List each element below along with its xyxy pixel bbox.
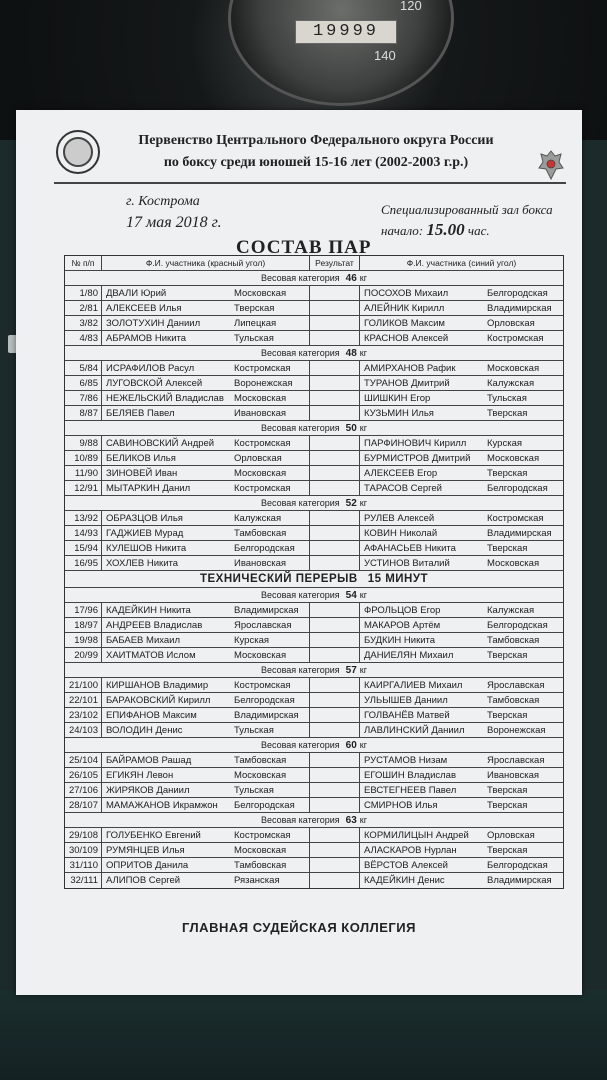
weight-category-row (65, 346, 563, 361)
bout-number: 19/98 (65, 633, 102, 647)
table-row (65, 331, 563, 346)
blue-corner-name: ТАРАСОВ Сергей (364, 482, 442, 494)
red-corner-region: Ивановская (230, 556, 310, 570)
blue-corner-region: Орловская (487, 829, 535, 841)
blue-corner-name: РУСТАМОВ Низам (364, 754, 448, 766)
weight-category-row (65, 421, 563, 436)
blue-corner-name: ЛАВЛИНСКИЙ Даниил (364, 724, 465, 736)
document-title (106, 130, 526, 174)
red-corner-region: Тульская (230, 723, 310, 737)
red-corner-name: РУМЯНЦЕВ Илья (106, 844, 185, 856)
blue-corner-region: Тамбовская (487, 634, 540, 646)
col-header-number: № п/п (65, 256, 102, 270)
paper-sheet (16, 110, 582, 995)
blue-corner-region: Тверская (487, 649, 528, 661)
blue-corner-region: Тверская (487, 467, 528, 479)
red-corner-name: ОПРИТОВ Данила (106, 859, 189, 871)
red-corner-region: Липецкая (230, 316, 310, 330)
blue-corner-region: Воронежская (487, 724, 546, 736)
result-cell (310, 648, 360, 662)
bout-number: 9/88 (65, 436, 102, 450)
result-cell (310, 798, 360, 812)
blue-corner-name: ПОСОХОВ Михаил (364, 287, 449, 299)
venue: Специализированный зал бокса (381, 202, 553, 217)
blue-corner-region: Московская (487, 362, 540, 374)
blue-corner-region: Тверская (487, 542, 528, 554)
blue-corner-name: КАДЕЙКИН Денис (364, 875, 445, 886)
bout-number: 3/82 (65, 316, 102, 330)
bout-number: 4/83 (65, 331, 102, 345)
blue-corner-region: Владимирская (487, 875, 552, 886)
footer-signature: ГЛАВНАЯ СУДЕЙСКАЯ КОЛЛЕГИЯ (182, 920, 416, 935)
blue-corner-region: Московская (487, 557, 540, 569)
red-corner-name: ГАДЖИЕВ Мурад (106, 527, 184, 539)
table-row (65, 391, 563, 406)
table-row (65, 723, 563, 738)
result-cell (310, 466, 360, 480)
blue-corner-name: УСТИНОВ Виталий (364, 557, 450, 569)
red-corner-name: ИСРАФИЛОВ Расул (106, 362, 195, 374)
weight-category-row (65, 738, 563, 753)
red-corner-region: Московская (230, 648, 310, 662)
blue-corner-region: Ярославская (487, 754, 545, 766)
red-corner-region: Белгородская (230, 541, 310, 555)
weight-category-unit: кг (359, 498, 367, 508)
weight-category-label: Весовая категория (261, 348, 340, 358)
red-corner-region: Московская (230, 466, 310, 480)
result-cell (310, 391, 360, 405)
table-row (65, 768, 563, 783)
bout-number: 6/85 (65, 376, 102, 390)
result-cell (310, 376, 360, 390)
bout-number: 8/87 (65, 406, 102, 420)
weight-category-label: Весовая категория (261, 815, 340, 825)
bout-number: 28/107 (65, 798, 102, 812)
red-corner-name: НЕЖЕЛЬСКИЙ Владислав (106, 392, 224, 404)
red-corner-name: ОБРАЗЦОВ Илья (106, 512, 183, 524)
table-row (65, 466, 563, 481)
red-corner-region: Костромская (230, 678, 310, 692)
table-row (65, 648, 563, 663)
start-time-unit: час. (467, 223, 490, 238)
weight-category-unit: кг (359, 590, 367, 600)
blue-corner-region: Белгородская (487, 859, 548, 871)
red-corner-name: ЗИНОВЕЙ Иван (106, 467, 178, 479)
red-corner-region: Костромская (230, 481, 310, 495)
weight-category-label: Весовая категория (261, 665, 340, 675)
bout-number: 12/91 (65, 481, 102, 495)
red-corner-region: Костромская (230, 828, 310, 842)
table-row (65, 301, 563, 316)
red-corner-name: САВИНОВСКИЙ Андрей (106, 437, 215, 449)
result-cell (310, 511, 360, 525)
red-corner-name: БАЙРАМОВ Рашад (106, 754, 192, 766)
weight-category-value: 46 (345, 272, 357, 284)
start-time-value: 15.00 (426, 220, 465, 239)
blue-corner-name: ФРОЛЬЦОВ Егор (364, 604, 441, 616)
result-cell (310, 723, 360, 737)
col-header-red: Ф.И. участника (красный угол) (102, 256, 310, 270)
weight-category-row (65, 588, 563, 603)
table-row (65, 618, 563, 633)
red-corner-name: ДВАЛИ Юрий (106, 287, 167, 299)
blue-corner-name: КАИРГАЛИЕВ Михаил (364, 679, 463, 691)
blue-corner-name: КОРМИЛИЦЫН Андрей (364, 829, 469, 841)
blue-corner-name: ШИШКИН Егор (364, 392, 431, 404)
weight-category-value: 50 (345, 422, 357, 434)
event-date: 17 мая 2018 г. (126, 214, 222, 231)
gauge-number: 120 (400, 0, 422, 13)
blue-corner-region: Тверская (487, 784, 528, 796)
table-row (65, 783, 563, 798)
bout-number: 25/104 (65, 753, 102, 767)
bout-number: 21/100 (65, 678, 102, 692)
red-corner-region: Московская (230, 768, 310, 782)
bout-number: 1/80 (65, 286, 102, 300)
red-corner-region: Костромская (230, 436, 310, 450)
weight-category-unit: кг (359, 815, 367, 825)
red-corner-name: АБРАМОВ Никита (106, 332, 187, 344)
bout-number: 23/102 (65, 708, 102, 722)
weight-category-label: Весовая категория (261, 740, 340, 750)
weight-category-label: Весовая категория (261, 498, 340, 508)
gauge-number: 140 (374, 48, 396, 63)
blue-corner-name: АЛЕКСЕЕВ Егор (364, 467, 438, 479)
red-corner-region: Тульская (230, 331, 310, 345)
table-row (65, 361, 563, 376)
blue-corner-name: РУЛЕВ Алексей (364, 512, 435, 524)
red-corner-name: БАБАЕВ Михаил (106, 634, 181, 646)
red-corner-name: МАМАЖАНОВ Икрамжон (106, 799, 218, 811)
result-cell (310, 843, 360, 857)
result-cell (310, 301, 360, 315)
result-cell (310, 618, 360, 632)
bout-number: 15/94 (65, 541, 102, 555)
weight-category-row (65, 496, 563, 511)
table-row (65, 436, 563, 451)
weight-category-value: 48 (345, 347, 357, 359)
bout-number: 10/89 (65, 451, 102, 465)
weight-category-unit: кг (359, 740, 367, 750)
result-cell (310, 316, 360, 330)
bout-number: 7/86 (65, 391, 102, 405)
blue-corner-region: Курская (487, 437, 523, 449)
bout-number: 2/81 (65, 301, 102, 315)
blue-corner-name: УЛЬЫШЕВ Даниил (364, 694, 448, 706)
red-corner-name: БАРАКОВСКИЙ Кирилл (106, 694, 211, 706)
bout-number: 31/110 (65, 858, 102, 872)
city: г. Кострома (126, 194, 200, 209)
blue-corner-region: Калужская (487, 377, 535, 389)
result-cell (310, 436, 360, 450)
red-corner-region: Ивановская (230, 406, 310, 420)
weight-category-row (65, 663, 563, 678)
table-row (65, 633, 563, 648)
result-cell (310, 286, 360, 300)
red-corner-region: Московская (230, 391, 310, 405)
bout-number: 27/106 (65, 783, 102, 797)
red-corner-region: Владимирская (230, 708, 310, 722)
blue-corner-name: БУДКИН Никита (364, 634, 436, 646)
result-cell (310, 406, 360, 420)
blue-corner-region: Белгородская (487, 482, 548, 494)
red-corner-name: ВОЛОДИН Денис (106, 724, 183, 736)
blue-corner-region: Тверская (487, 799, 528, 811)
weight-category-unit: кг (359, 423, 367, 433)
blue-corner-name: СМИРНОВ Илья (364, 799, 438, 811)
result-cell (310, 556, 360, 570)
red-corner-name: МЫТАРКИН Данил (106, 482, 191, 494)
result-cell (310, 858, 360, 872)
table-row (65, 526, 563, 541)
table-row (65, 406, 563, 421)
result-cell (310, 633, 360, 647)
red-corner-region: Тамбовская (230, 858, 310, 872)
break-duration: 15 МИНУТ (367, 573, 429, 585)
bout-number: 32/111 (65, 873, 102, 888)
red-corner-region: Орловская (230, 451, 310, 465)
page-heading: СОСТАВ ПАР (236, 237, 372, 258)
bout-number: 30/109 (65, 843, 102, 857)
blue-corner-region: Калужская (487, 604, 535, 616)
blue-corner-region: Костромская (487, 332, 544, 344)
red-corner-region: Ярославская (230, 618, 310, 632)
blue-corner-name: БУРМИСТРОВ Дмитрий (364, 452, 471, 464)
bout-number: 29/108 (65, 828, 102, 842)
result-cell (310, 753, 360, 767)
result-cell (310, 873, 360, 888)
technical-break-row (65, 571, 563, 588)
red-corner-region: Костромская (230, 361, 310, 375)
table-row (65, 511, 563, 526)
table-row (65, 858, 563, 873)
red-corner-region: Рязанская (230, 873, 310, 888)
blue-corner-region: Тверская (487, 844, 528, 856)
red-corner-name: ЕГИКЯН Левон (106, 769, 174, 781)
start-label: начало: (381, 223, 424, 238)
bout-number: 5/84 (65, 361, 102, 375)
blue-corner-region: Белгородская (487, 287, 548, 299)
red-corner-region: Московская (230, 286, 310, 300)
blue-corner-name: КРАСНОВ Алексей (364, 332, 449, 344)
red-corner-region: Белгородская (230, 693, 310, 707)
blue-corner-region: Московская (487, 452, 540, 464)
table-row (65, 451, 563, 466)
blue-corner-name: АФАНАСЬЕВ Никита (364, 542, 456, 554)
result-cell (310, 708, 360, 722)
table-row (65, 798, 563, 813)
bout-number: 11/90 (65, 466, 102, 480)
table-row (65, 678, 563, 693)
red-corner-region: Тульская (230, 783, 310, 797)
red-corner-region: Белгородская (230, 798, 310, 812)
blue-corner-name: ВЁРСТОВ Алексей (364, 859, 448, 871)
red-corner-region: Владимирская (230, 603, 310, 617)
weight-category-unit: кг (359, 273, 367, 283)
table-header-row (65, 256, 563, 271)
red-corner-region: Тверская (230, 301, 310, 315)
blue-corner-name: ГОЛИКОВ Максим (364, 317, 445, 329)
red-corner-name: ГОЛУБЕНКО Евгений (106, 829, 201, 841)
result-cell (310, 693, 360, 707)
break-label: ТЕХНИЧЕСКИЙ ПЕРЕРЫВ (199, 573, 358, 585)
result-cell (310, 331, 360, 345)
blue-corner-name: МАКАРОВ Артём (364, 619, 441, 631)
table-row (65, 316, 563, 331)
blue-corner-name: ЕВСТЕГНЕЕВ Павел (364, 784, 457, 796)
blue-corner-region: Белгородская (487, 619, 548, 631)
table-row (65, 873, 563, 888)
red-corner-name: КИРШАНОВ Владимир (106, 679, 209, 691)
weight-category-value: 60 (345, 739, 357, 751)
blue-corner-name: АЛАСКАРОВ Нурлан (364, 844, 457, 856)
weight-category-value: 54 (345, 589, 357, 601)
weight-category-label: Весовая категория (261, 273, 340, 283)
red-corner-region: Московская (230, 843, 310, 857)
table-row (65, 481, 563, 496)
blue-corner-name: ПАРФИНОВИЧ Кирилл (364, 437, 467, 449)
start-time (381, 220, 490, 240)
bout-number: 26/105 (65, 768, 102, 782)
red-corner-name: ЖИРЯКОВ Даниил (106, 784, 190, 796)
blue-corner-name: ГОЛВАНЁВ Матвей (364, 709, 450, 721)
blue-corner-region: Владимирская (487, 302, 552, 314)
result-cell (310, 361, 360, 375)
blue-corner-region: Тверская (487, 709, 528, 721)
odometer-counter: 19999 (295, 20, 397, 44)
blue-corner-name: ЕГОШИН Владислав (364, 769, 457, 781)
red-corner-name: ЛУГОВСКОЙ Алексей (106, 377, 203, 389)
table-row (65, 693, 563, 708)
bout-number: 24/103 (65, 723, 102, 737)
red-corner-region: Воронежская (230, 376, 310, 390)
blue-corner-name: КОВИН Николай (364, 527, 438, 539)
red-corner-name: ЗОЛОТУХИН Даниил (106, 317, 201, 329)
red-corner-region: Тамбовская (230, 753, 310, 767)
red-corner-region: Курская (230, 633, 310, 647)
blue-corner-region: Ярославская (487, 679, 545, 691)
result-cell (310, 526, 360, 540)
result-cell (310, 678, 360, 692)
result-cell (310, 603, 360, 617)
blue-corner-region: Ивановская (487, 769, 540, 781)
weight-category-label: Весовая категория (261, 423, 340, 433)
blue-corner-region: Костромская (487, 512, 544, 524)
red-corner-name: КУЛЕШОВ Никита (106, 542, 187, 554)
result-cell (310, 783, 360, 797)
table-row (65, 376, 563, 391)
title-line-1: Первенство Центрального Федерального округа России (138, 133, 494, 148)
blue-corner-region: Тверская (487, 407, 528, 419)
title-divider (54, 182, 566, 184)
result-cell (310, 481, 360, 495)
table-row (65, 843, 563, 858)
weight-category-unit: кг (359, 348, 367, 358)
table-row (65, 828, 563, 843)
blue-corner-region: Владимирская (487, 527, 552, 539)
red-corner-name: ХАИТМАТОВ Ислом (106, 649, 196, 661)
coat-of-arms-icon (536, 147, 566, 183)
weight-category-row (65, 271, 563, 286)
table-row (65, 556, 563, 571)
pairs-table (64, 255, 564, 889)
bout-number: 20/99 (65, 648, 102, 662)
blue-corner-name: АЛЕЙНИК Кирилл (364, 302, 445, 314)
bout-number: 22/101 (65, 693, 102, 707)
blue-corner-region: Орловская (487, 317, 535, 329)
red-corner-name: БЕЛЯЕВ Павел (106, 407, 175, 419)
bout-number: 16/95 (65, 556, 102, 570)
red-corner-name: АЛИПОВ Сергей (106, 875, 181, 886)
weight-category-label: Весовая категория (261, 590, 340, 600)
bout-number: 13/92 (65, 511, 102, 525)
result-cell (310, 451, 360, 465)
result-cell (310, 768, 360, 782)
table-row (65, 286, 563, 301)
red-corner-region: Тамбовская (230, 526, 310, 540)
col-header-blue: Ф.И. участника (синий угол) (406, 258, 517, 268)
bout-number: 14/93 (65, 526, 102, 540)
red-corner-name: АНДРЕЕВ Владислав (106, 619, 203, 631)
blue-corner-name: АМИРХАНОВ Рафик (364, 362, 456, 374)
red-corner-name: АЛЕКСЕЕВ Илья (106, 302, 182, 314)
result-cell (310, 541, 360, 555)
bout-number: 18/97 (65, 618, 102, 632)
blue-corner-region: Тульская (487, 392, 527, 404)
federation-logo-icon (56, 130, 100, 174)
blue-corner-region: Тамбовская (487, 694, 540, 706)
blue-corner-name: ДАНИЕЛЯН Михаил (364, 649, 454, 661)
table-row (65, 753, 563, 768)
red-corner-name: КАДЕЙКИН Никита (106, 604, 191, 616)
red-corner-name: БЕЛИКОВ Илья (106, 452, 176, 464)
red-corner-name: ХОХЛЕВ Никита (106, 557, 179, 569)
weight-category-unit: кг (359, 665, 367, 675)
title-line-2: по боксу среди юношей 15-16 лет (2002-2003 г.р.) (163, 155, 469, 170)
red-corner-region: Калужская (230, 511, 310, 525)
bout-number: 17/96 (65, 603, 102, 617)
weight-category-value: 52 (345, 497, 357, 509)
weight-category-value: 63 (345, 814, 357, 826)
blue-corner-name: ТУРАНОВ Дмитрий (364, 377, 450, 389)
result-cell (310, 828, 360, 842)
red-corner-name: ЕПИФАНОВ Максим (106, 709, 197, 721)
weight-category-row (65, 813, 563, 828)
background-surface (0, 990, 607, 1080)
col-header-result: Результат (310, 256, 360, 270)
table-row (65, 603, 563, 618)
weight-category-value: 57 (345, 664, 357, 676)
table-row (65, 541, 563, 556)
blue-corner-name: КУЗЬМИН Илья (364, 407, 434, 419)
table-row (65, 708, 563, 723)
